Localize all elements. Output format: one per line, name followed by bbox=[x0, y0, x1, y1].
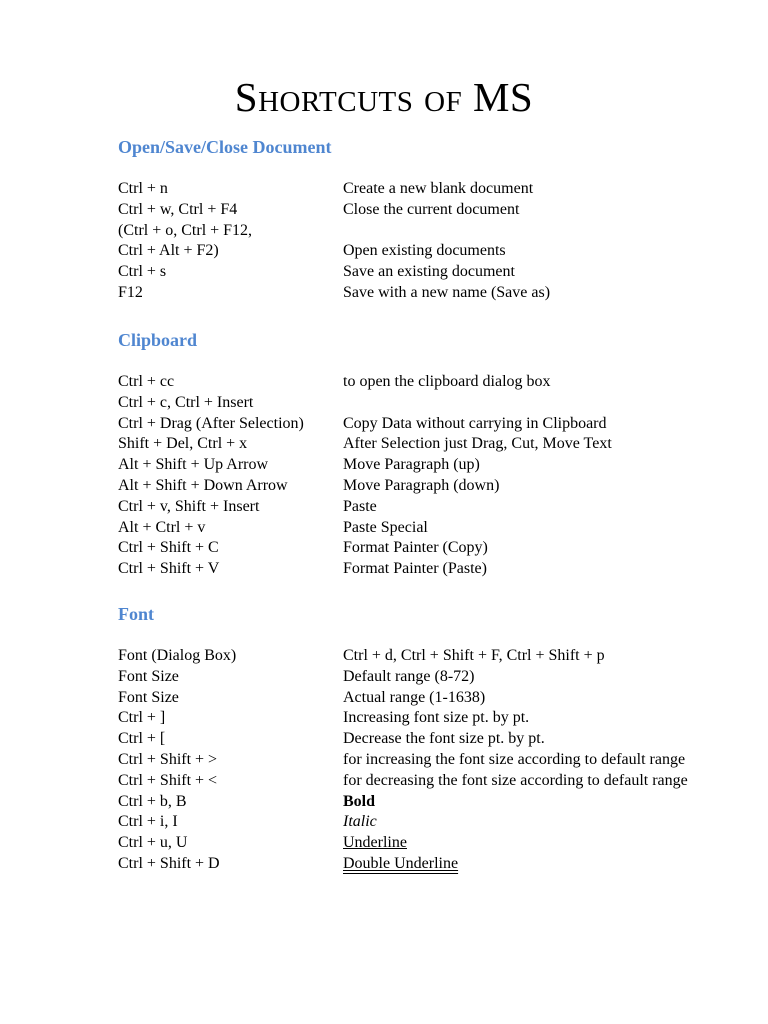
shortcut-keys: Ctrl + Drag (After Selection) bbox=[118, 414, 304, 432]
section-heading-clipboard: Clipboard bbox=[118, 330, 198, 350]
shortcut-description: Paste Special bbox=[343, 518, 428, 536]
shortcut-row bbox=[118, 792, 698, 813]
shortcut-keys: Ctrl + [ bbox=[118, 730, 166, 748]
shortcut-description: Paste bbox=[343, 497, 377, 515]
shortcut-keys: Ctrl + n bbox=[118, 180, 168, 197]
shortcut-keys: Ctrl + Alt + F2) bbox=[118, 242, 219, 260]
shortcut-row bbox=[118, 771, 698, 792]
shortcut-description: for decreasing the font size according to default range bbox=[343, 771, 688, 789]
shortcut-keys: Shift + Del, Ctrl + x bbox=[118, 435, 248, 453]
shortcut-row bbox=[118, 833, 698, 854]
shortcut-row bbox=[118, 372, 698, 393]
shortcut-description: Decrease the font size pt. by pt. bbox=[343, 730, 545, 748]
shortcut-keys: Alt + Ctrl + v bbox=[118, 518, 206, 536]
shortcut-description-bold: Bold bbox=[343, 792, 376, 810]
shortcut-keys: Ctrl + Shift + V bbox=[118, 560, 220, 578]
shortcut-row bbox=[118, 559, 698, 580]
shortcut-keys: Font (Dialog Box) bbox=[118, 647, 237, 664]
shortcut-description: After Selection just Drag, Cut, Move Text bbox=[343, 435, 612, 453]
shortcut-row bbox=[118, 241, 698, 262]
shortcut-keys: Ctrl + s bbox=[118, 263, 167, 281]
shortcut-list-open-save-close bbox=[118, 179, 698, 304]
shortcut-row bbox=[118, 179, 698, 200]
shortcut-description: Ctrl + d, Ctrl + Shift + F, Ctrl + Shift + p bbox=[343, 647, 605, 664]
shortcut-description: Format Painter (Copy) bbox=[343, 539, 488, 557]
shortcut-keys: Font Size bbox=[118, 688, 179, 706]
shortcut-description: Create a new blank document bbox=[343, 180, 534, 197]
shortcut-row bbox=[118, 393, 698, 414]
shortcut-keys: Ctrl + b, B bbox=[118, 792, 187, 810]
shortcut-row bbox=[118, 854, 698, 875]
shortcut-keys: Alt + Shift + Up Arrow bbox=[118, 456, 269, 474]
shortcut-description: to open the clipboard dialog box bbox=[343, 373, 551, 390]
shortcut-description-italic: Italic bbox=[343, 813, 377, 831]
shortcut-row bbox=[118, 729, 698, 750]
shortcut-description: Increasing font size pt. by pt. bbox=[343, 709, 530, 727]
shortcut-row bbox=[118, 434, 698, 455]
shortcut-keys: Font Size bbox=[118, 667, 179, 685]
page-title: Shortcuts of MS bbox=[234, 74, 534, 120]
shortcut-keys: Ctrl + cc bbox=[118, 373, 175, 390]
shortcut-description: Default range (8-72) bbox=[343, 667, 475, 685]
section-heading-font: Font bbox=[118, 604, 154, 624]
shortcut-description: Open existing documents bbox=[343, 242, 506, 260]
shortcut-list-font bbox=[118, 646, 698, 875]
shortcut-description: Close the current document bbox=[343, 200, 520, 218]
shortcut-row bbox=[118, 283, 698, 304]
shortcut-keys: Ctrl + Shift + < bbox=[118, 771, 218, 789]
shortcut-row bbox=[118, 497, 698, 518]
shortcut-keys: Ctrl + v, Shift + Insert bbox=[118, 497, 260, 515]
shortcut-row bbox=[118, 262, 698, 283]
shortcut-row bbox=[118, 476, 698, 497]
shortcut-row bbox=[118, 538, 698, 559]
section-heading-open-save-close: Open/Save/Close Document bbox=[118, 137, 332, 157]
shortcut-description-double-underline: Double Underline bbox=[343, 854, 459, 872]
shortcut-keys: F12 bbox=[118, 283, 143, 301]
shortcut-keys: Alt + Shift + Down Arrow bbox=[118, 476, 288, 494]
shortcut-row bbox=[118, 221, 698, 242]
shortcut-row bbox=[118, 414, 698, 435]
shortcut-description: Format Painter (Paste) bbox=[343, 560, 487, 578]
shortcut-keys: Ctrl + Shift + D bbox=[118, 854, 220, 872]
shortcut-keys: Ctrl + u, U bbox=[118, 834, 188, 852]
shortcut-row bbox=[118, 688, 698, 709]
shortcut-row bbox=[118, 646, 698, 667]
shortcut-keys: Ctrl + w, Ctrl + F4 bbox=[118, 200, 238, 218]
shortcut-row bbox=[118, 518, 698, 539]
shortcut-keys: Ctrl + c, Ctrl + Insert bbox=[118, 393, 254, 411]
shortcut-row bbox=[118, 667, 698, 688]
shortcut-row bbox=[118, 812, 698, 833]
shortcut-keys: Ctrl + Shift + > bbox=[118, 750, 218, 768]
shortcut-description: Move Paragraph (up) bbox=[343, 456, 480, 474]
shortcut-list-clipboard bbox=[118, 372, 698, 580]
shortcut-keys: Ctrl + i, I bbox=[118, 813, 178, 831]
shortcut-description-underline: Underline bbox=[343, 834, 407, 852]
shortcut-row bbox=[118, 455, 698, 476]
shortcut-row bbox=[118, 750, 698, 771]
shortcut-keys: Ctrl + ] bbox=[118, 709, 166, 727]
shortcut-description: for increasing the font size according to default range bbox=[343, 750, 686, 768]
shortcut-row bbox=[118, 708, 698, 729]
shortcut-description: Save with a new name (Save as) bbox=[343, 283, 551, 301]
shortcut-row bbox=[118, 200, 698, 221]
shortcut-description: Copy Data without carrying in Clipboard bbox=[343, 414, 607, 432]
shortcut-description: Move Paragraph (down) bbox=[343, 476, 500, 494]
shortcut-description: Save an existing document bbox=[343, 263, 515, 281]
shortcut-description: Actual range (1-1638) bbox=[343, 688, 486, 706]
shortcut-keys: (Ctrl + o, Ctrl + F12, bbox=[118, 221, 253, 239]
shortcut-keys: Ctrl + Shift + C bbox=[118, 539, 219, 557]
